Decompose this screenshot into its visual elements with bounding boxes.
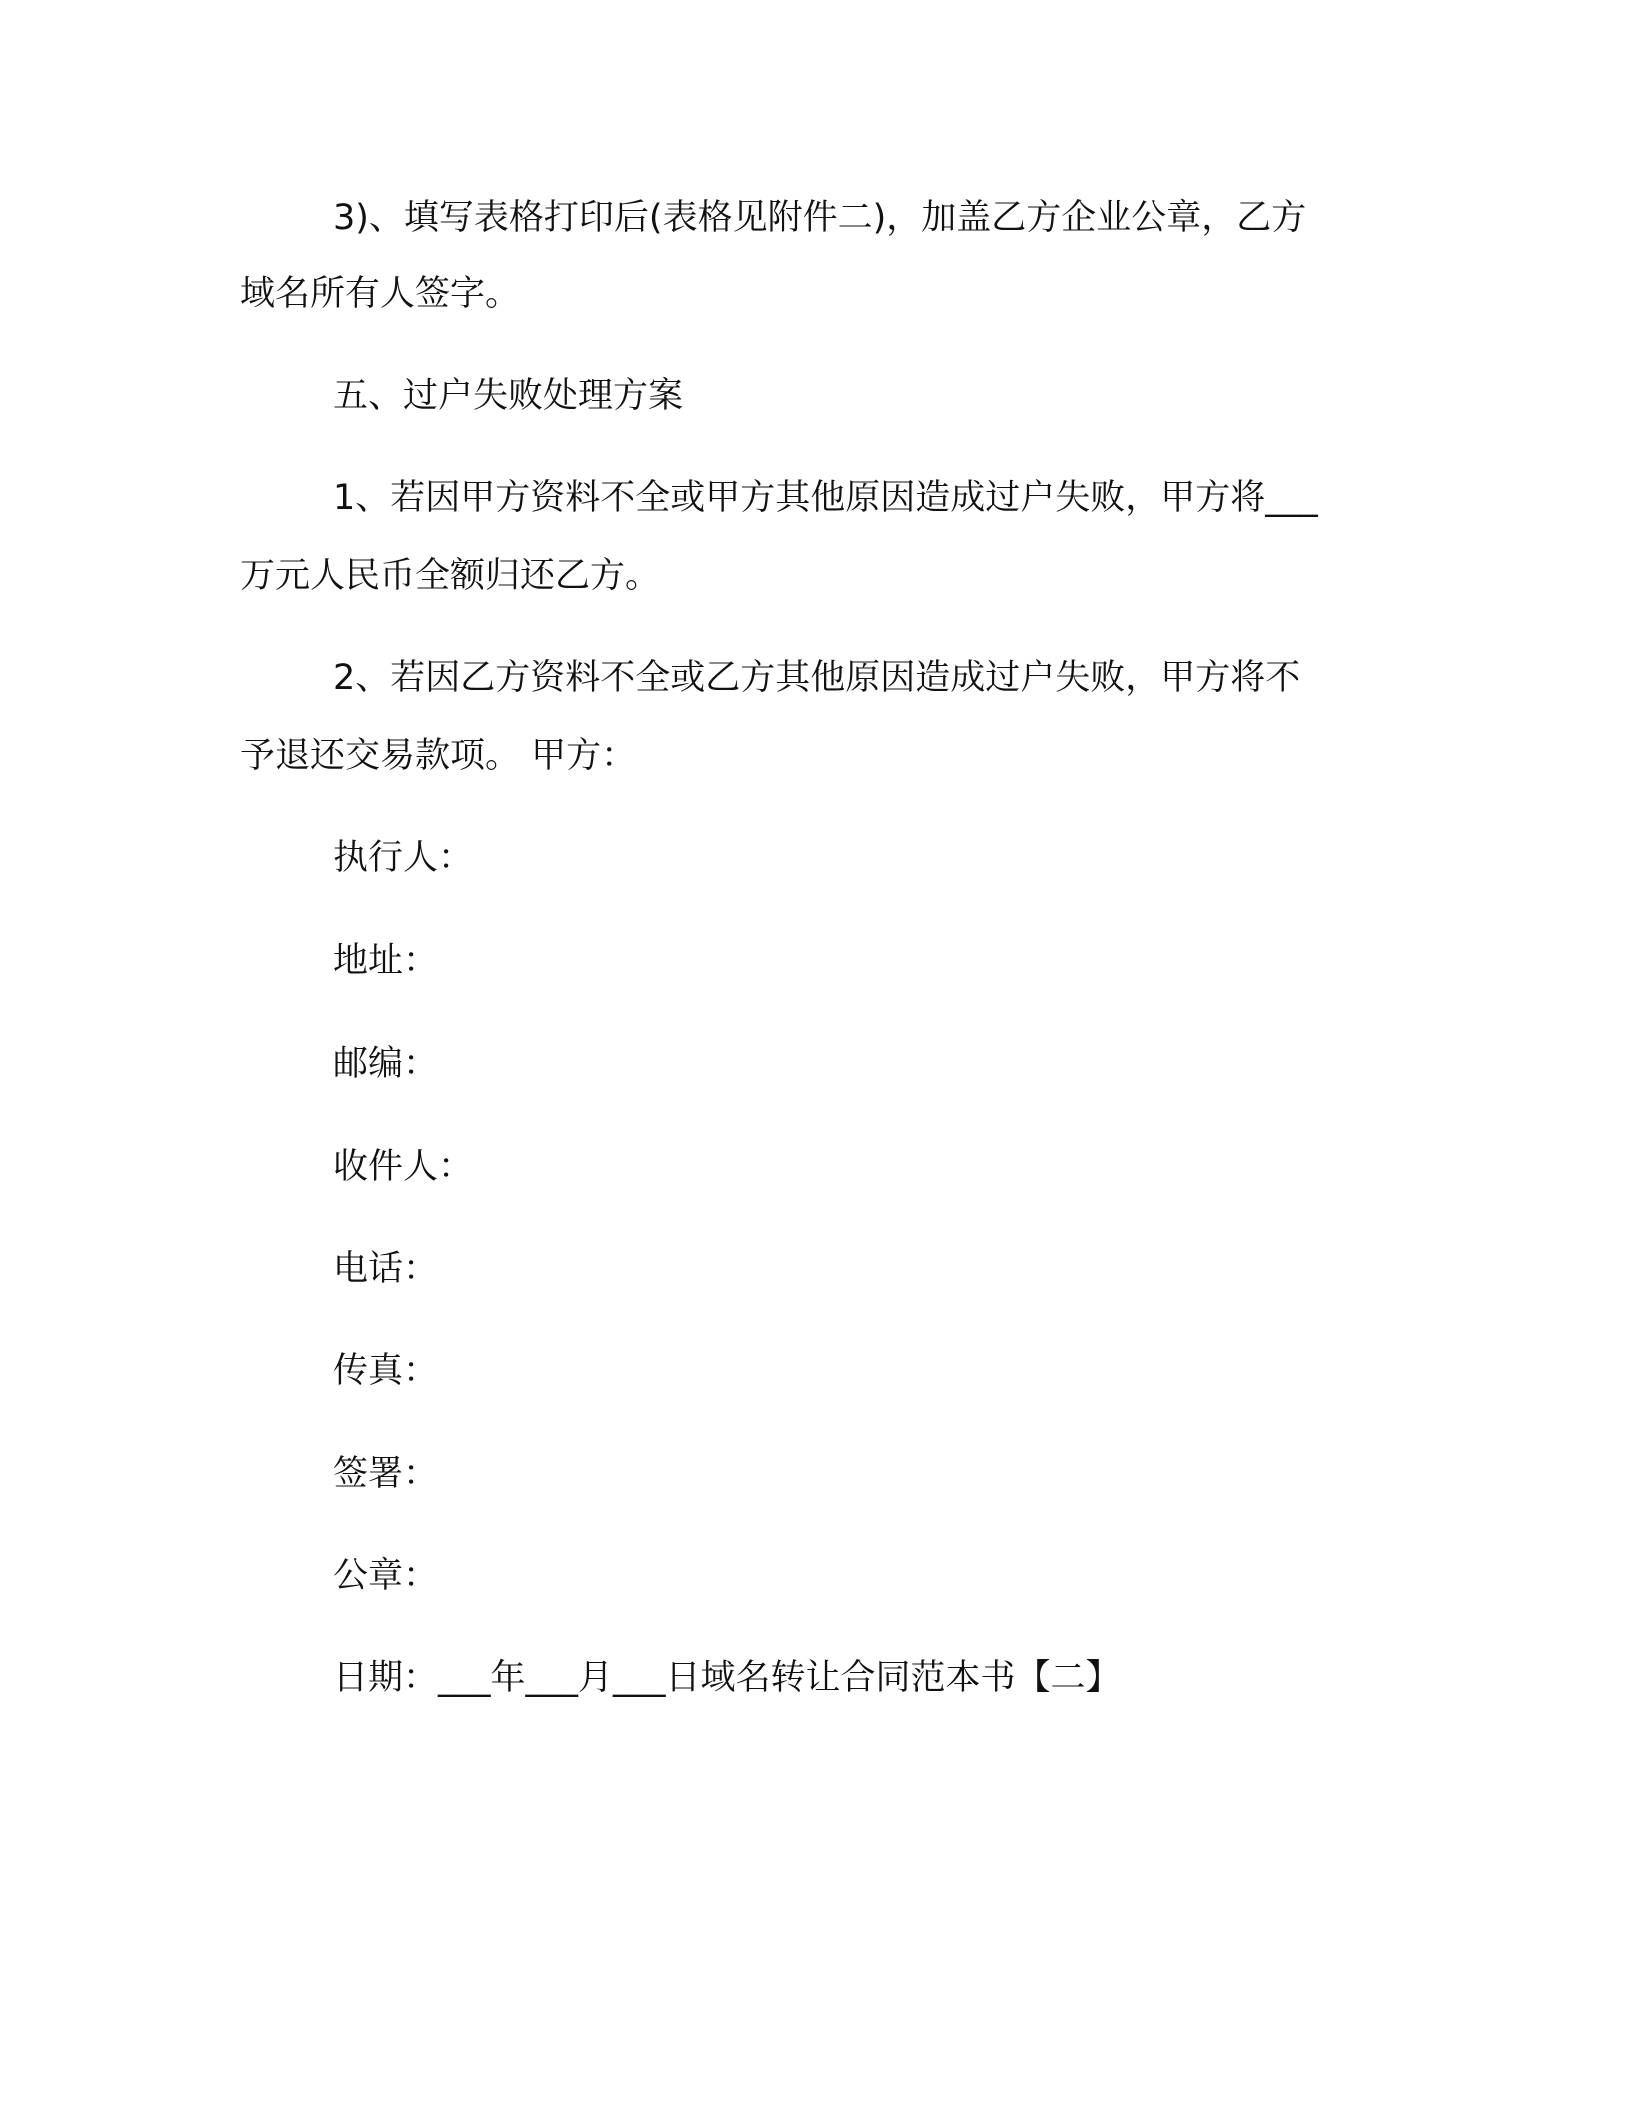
clause-2-line-1: 2、若因乙方资料不全或乙方其他原因造成过户失败，甲方将不 <box>333 658 1301 698</box>
paragraph-3-line-1: 3)、填写表格打印后(表格见附件二)，加盖乙方企业公章，乙方 <box>333 198 1307 238</box>
field-phone: 电话： <box>333 1249 439 1289</box>
field-executor: 执行人： <box>333 838 474 878</box>
field-address: 地址： <box>333 941 439 981</box>
section-heading-5: 五、过户失败处理方案 <box>333 376 684 416</box>
clause-2-line-2: 予退还交易款项。 甲方： <box>240 736 637 776</box>
field-date: 日期：___年___月___日域名转让合同范本书【二】 <box>333 1658 1121 1698</box>
field-fax: 传真： <box>333 1351 439 1391</box>
paragraph-3-line-2: 域名所有人签字。 <box>240 274 521 314</box>
field-recipient: 收件人： <box>333 1147 474 1187</box>
field-seal: 公章： <box>333 1556 439 1596</box>
clause-1-line-1: 1、若因甲方资料不全或甲方其他原因造成过户失败，甲方将___ <box>333 478 1318 518</box>
field-signature: 签署： <box>333 1454 439 1494</box>
field-postcode: 邮编： <box>333 1044 439 1084</box>
clause-1-line-2: 万元人民币全额归还乙方。 <box>240 556 661 596</box>
